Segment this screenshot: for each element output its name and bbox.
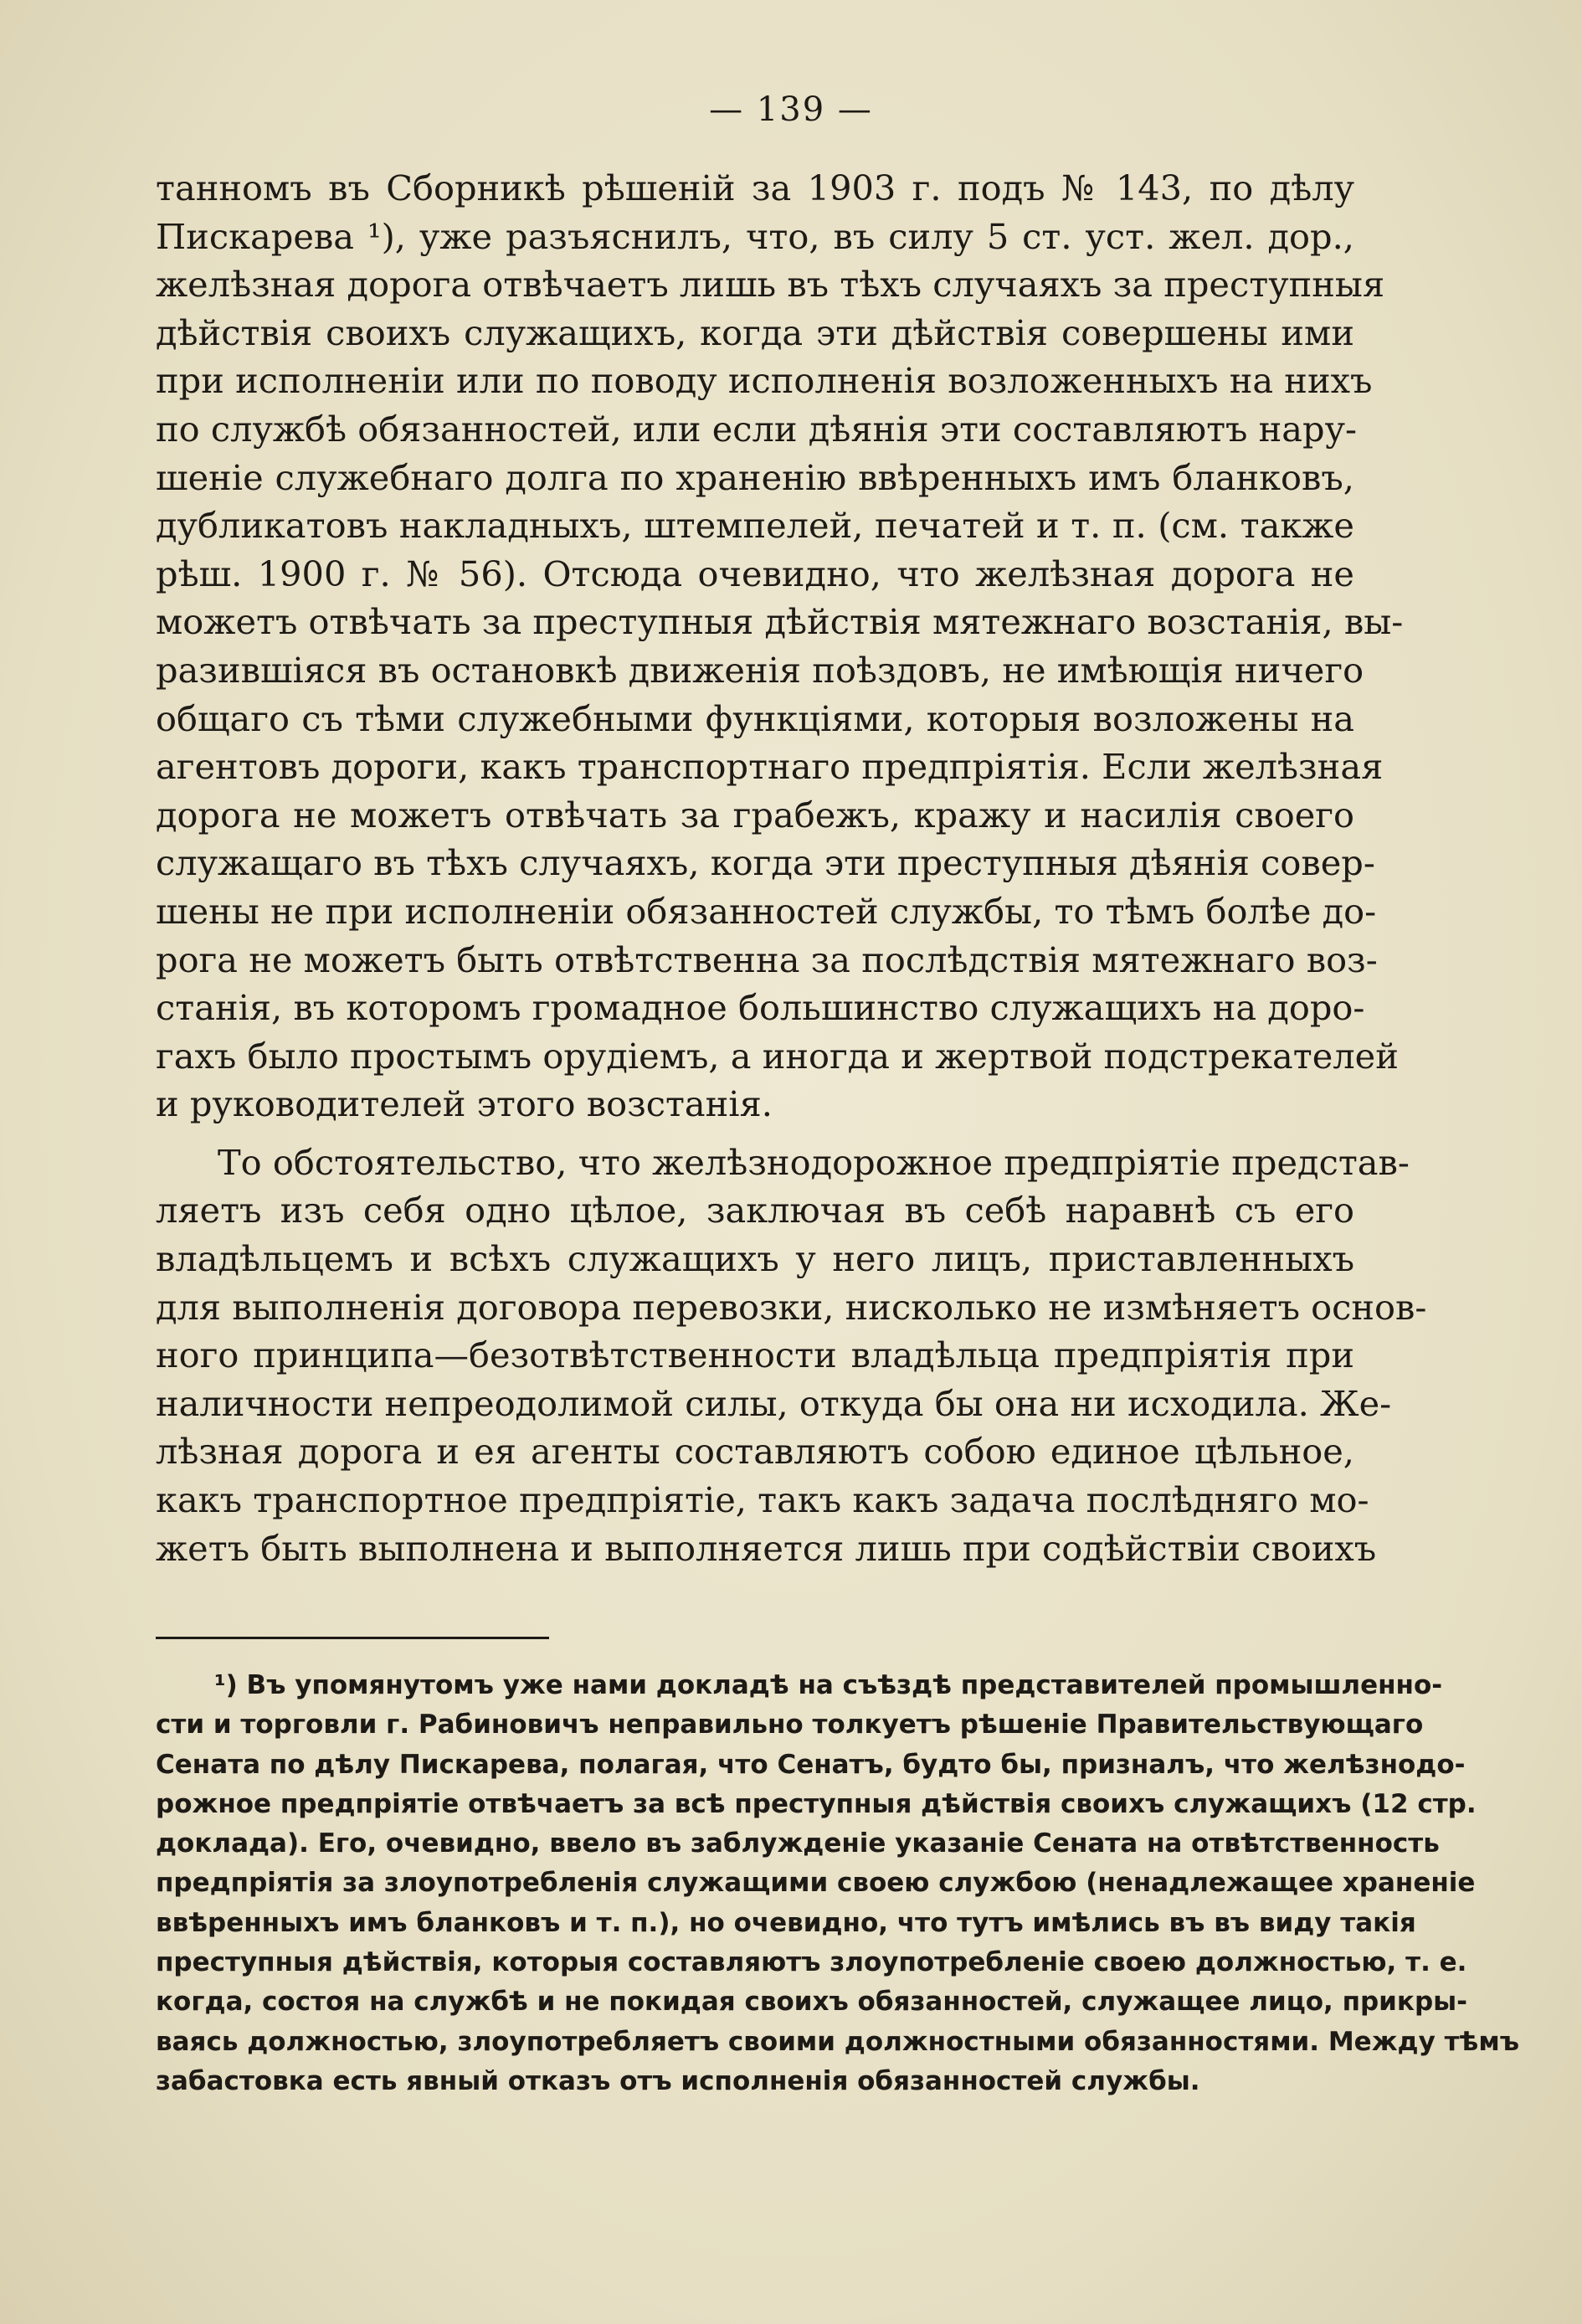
footnote-line: рожное предпріятіе отвѣчаетъ за всѣ преступныя дѣйствія своихъ служащихъ (12 стр. [156,1788,1477,1819]
text-line: жетъ быть выполнена и выполняется лишь при содѣйствіи своихъ [156,1527,1377,1569]
text-line: рога не можетъ быть отвѣтственна за послѣдствія мятежнаго воз- [156,938,1378,980]
text-line: и руководителей этого возстанія. [156,1083,773,1125]
text-line: можетъ отвѣчать за преступныя дѣйствія мятежнаго возстанія, вы- [156,601,1404,643]
text-line: шеніе служебнаго долга по храненію ввѣренныхъ имъ бланковъ, [156,456,1354,498]
text-line: рѣш. 1900 г. № 56). Отсюда очевидно, что желѣзная дорога не [156,553,1354,594]
text-line: общаго съ тѣми служебными функціями, которыя возложены на [156,697,1354,739]
footnote-line: предпріятія за злоупотребленія служащими своею службою (ненадлежащее храненіе [156,1868,1476,1899]
text-line: при исполненіи или по поводу исполненія возложенныхъ на нихъ [156,360,1373,402]
footnote-line: доклада). Его, очевидно, ввело въ заблужденіе указаніе Сената на отвѣтственность [156,1828,1440,1859]
text-line: дорога не можетъ отвѣчать за грабежъ, кражу и насилія своего [156,794,1354,836]
footnote-line: Сената по дѣлу Пискарева, полагая, что Сенатъ, будто бы, призналъ, что желѣзнодо- [156,1749,1466,1780]
text-line: То обстоятельство, что желѣзнодорожное предпріятіе представ- [218,1141,1410,1183]
text-line: какъ транспортное предпріятіе, такъ какъ задача послѣдняго мо- [156,1479,1369,1521]
text-line: станія, въ которомъ громадное большинство служащихъ на доро- [156,987,1365,1029]
footnote-line: преступныя дѣйствія, которыя составляютъ злоупотребленіе своею должностью, т. е. [156,1947,1467,1978]
text-line: танномъ въ Сборникѣ рѣшеній за 1903 г. подъ № 143, по дѣлу [156,167,1354,208]
text-line: владѣльцемъ и всѣхъ служащихъ у него лицъ, приставленныхъ [156,1238,1354,1280]
footnote [156,1666,1519,2101]
text-line: ного принципа—безотвѣтственности владѣльца предпріятія при [156,1334,1354,1376]
footnote-line: сти и торговли г. Рабиновичъ неправильно толкуетъ рѣшеніе Правительствующаго [156,1710,1424,1740]
text-line: гахъ было простымъ орудіемъ, а иногда и жертвой подстрекателей [156,1035,1399,1077]
footnote-line: ¹) Въ упомянутомъ уже нами докладѣ на съѣздѣ представителей промышленно- [214,1670,1443,1700]
text-line: служащаго въ тѣхъ случаяхъ, когда эти преступныя дѣянія совер- [156,842,1375,884]
text-line: разившіяся въ остановкѣ движенія поѣздовъ, не имѣющія ничего [156,649,1364,691]
text-line: Пискарева ¹), уже разъяснилъ, что, въ силу 5 ст. уст. жел. дор., [156,215,1354,257]
text-line: лѣзная дорога и ея агенты составляютъ собою единое цѣльное, [156,1431,1354,1473]
page-number: — 139 — [709,90,873,129]
text-line: по службѣ обязанностей, или если дѣянія эти составляютъ нару- [156,408,1358,450]
text-line: ляетъ изъ себя одно цѣлое, заключая въ себѣ наравнѣ съ его [156,1190,1354,1231]
text-line: шены не при исполненіи обязанностей службы, то тѣмъ болѣе до- [156,890,1377,932]
footnote-line: когда, состоя на службѣ и не покидая своихъ обязанностей, служащее лицо, прикры- [156,1987,1468,2018]
paragraph-break [156,1129,1354,1139]
footnote-line: забастовка есть явный отказъ отъ исполненія обязанностей службы. [156,2065,1200,2096]
main-text [156,164,1427,1572]
text-line: желѣзная дорога отвѣчаетъ лишь въ тѣхъ случаяхъ за преступныя [156,264,1385,306]
text-line: для выполненія договора перевозки, нисколько не измѣняетъ основ- [156,1286,1427,1328]
text-line: агентовъ дороги, какъ транспортнаго предпріятія. Если желѣзная [156,746,1384,788]
text-line: дѣйствія своихъ служащихъ, когда эти дѣйствія совершены ими [156,311,1354,353]
footnote-divider [156,1637,549,1639]
text-line: дубликатовъ накладныхъ, штемпелей, печатей и т. п. (см. также [156,505,1354,547]
text-line: наличности непреодолимой силы, откуда бы она ни исходила. Же- [156,1382,1392,1424]
footnote-line: ваясь должностью, злоупотребляетъ своими должностными обязанностями. Между тѣмъ [156,2026,1519,2057]
footnote-line: ввѣренныхъ имъ бланковъ и т. п.), но очевидно, что тутъ имѣлись въ въ виду такія [156,1907,1416,1938]
